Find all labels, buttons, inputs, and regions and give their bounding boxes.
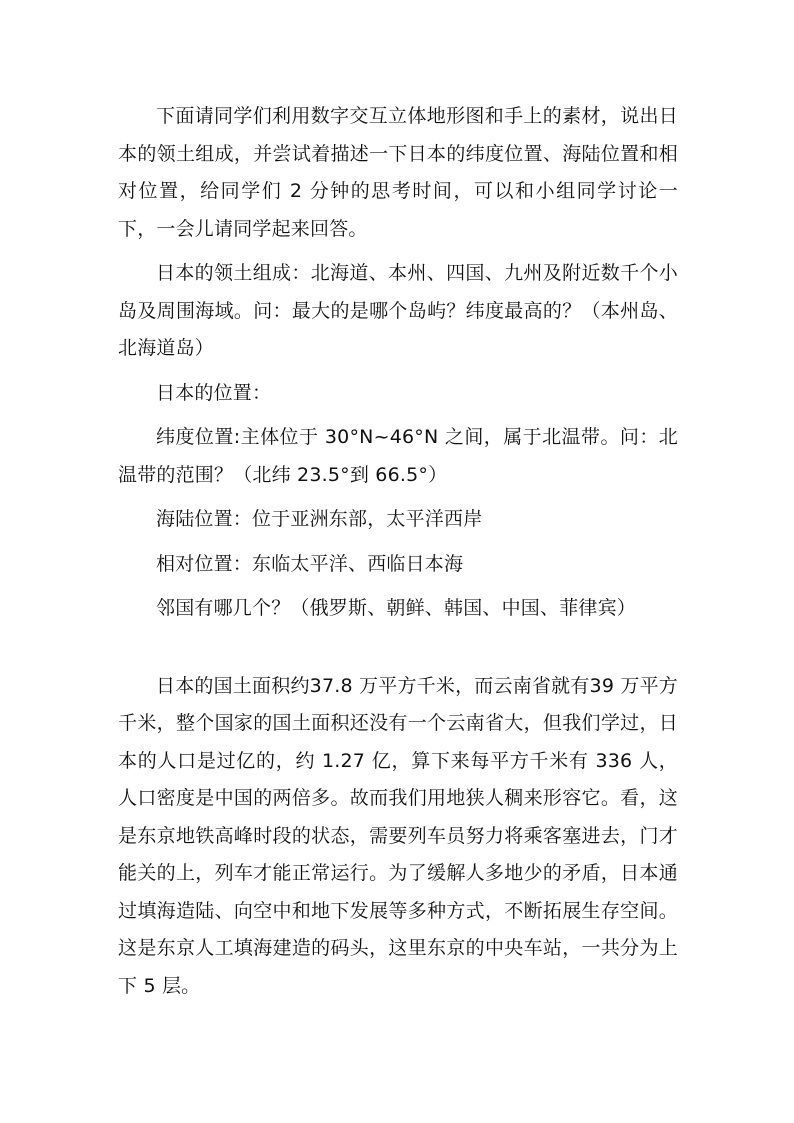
paragraph-gap bbox=[118, 628, 678, 668]
paragraph-latitude: 纬度位置:主体位于 30°N~46°N 之间，属于北温带。问：北温带的范围？（北纬 23.5°到 66.5°） bbox=[118, 426, 678, 486]
paragraph-territory: 日本的领土组成：北海道、本州、四国、九州及附近数千个小岛及周围海域。问：最大的是哪个岛屿？纬度最高的？（本州岛、北海道岛） bbox=[118, 262, 678, 359]
paragraph-sea-land: 海陆位置：位于亚洲东部，太平洋西岸 bbox=[156, 508, 483, 530]
paragraph-area-population: 日本的国土面积约37.8 万平方千米，而云南省就有39 万平方千米，整个国家的国土面积还没有一个云南省大，但我们学过，日本的人口是过亿的，约 1.27 亿，算下来每平方千米有 336 人，人口密度是中国的两倍多。故而我们用地狭人稠来形容它。看，这是东京地铁高峰时段的状态，需要列车员努力将乘客塞进去，门才能关的上，列车才能正常运行。为了缓解人多地少的矛盾，日本通过填海造陆、向空中和地下发展等多种方式，不断拓展生存空间。这是东京人工填海建造的码头，这里东京的中央车站，一共分为上下 5 层。 bbox=[118, 674, 678, 997]
paragraph-relative: 相对位置：东临太平洋、西临日本海 bbox=[156, 552, 464, 575]
document-page bbox=[118, 98, 678, 1005]
paragraph-location-heading: 日本的位置： bbox=[156, 381, 272, 404]
paragraph-neighbors: 邻国有哪几个？（俄罗斯、朝鲜、韩国、中国、菲律宾） bbox=[156, 597, 637, 619]
paragraph-intro-task: 下面请同学们利用数字交互立体地形图和手上的素材，说出日本的领土组成，并尝试着描述一下日本的纬度位置、海陆位置和相对位置，给同学们 2 分钟的思考时间，可以和小组同学讨论一下，一会儿请同学起来回答。 bbox=[118, 105, 678, 240]
